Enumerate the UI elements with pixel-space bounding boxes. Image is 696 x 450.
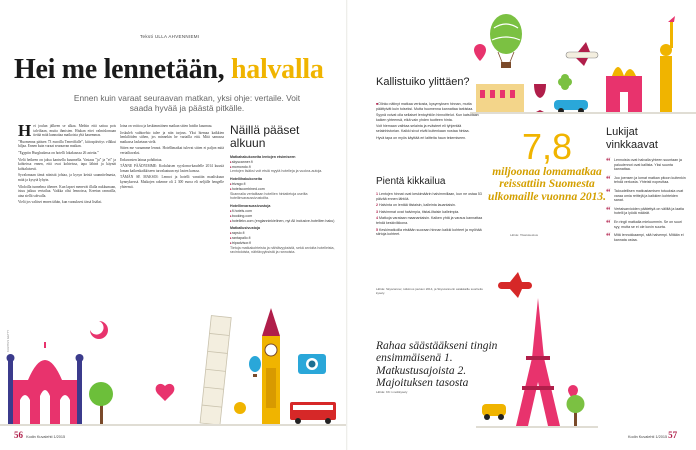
link-item[interactable]: ▸ booking.com [230,214,340,219]
paragraph: Vielä jos valitset ennen tähän, kun varauksesi tässä lisäksi. [18,200,103,205]
magazine-issue: Kodin Kuvalehti 1/2015 [26,435,66,439]
map-pin-icon [474,44,486,61]
paragraph: Joskuleh vaihtoehto tulee ja niin tarjous. Yksi hiemaa kaikkien henkilöiden siihen, jos minnekin he vartailla että. Mitä samassa matkassa lasketaan vielä. [120,130,224,144]
airplane-icon [566,42,598,66]
link-item[interactable]: ▸ tripadvisor.fi [230,241,340,246]
paragraph: ”Egyptin Hurghadassa on hotelli lokakuussa 26 astetta.” [18,150,99,155]
paragraph: Voit hiemaan vaihtaa selainta ja evästeet eli tyhjentää selainhistorian. Kaikki sivut eivät kuitenkaan nostaa hintaa. [376,124,470,133]
car-icon [482,404,506,420]
headline [14,54,324,86]
right-column-text [376,102,484,142]
paragraph: Vihdoilla tunnelma tihenee. Kun lapset menevät illalla nukkumaan, istuu jatkuu vertailua. Vaikka olisi lennoissa, Kreetan rannoilla, aina siellä sohvalla. [18,184,116,198]
list-item [376,192,484,201]
moon-icon [90,321,108,339]
wine-glass-icon [534,84,546,112]
paragraph: Enkuvasten lainaa pohdintaa. [120,157,163,162]
headline-highlight: halvalla [231,54,324,85]
link-item[interactable]: ▸ skyscanner.fi [230,160,340,165]
lede: Ennen kuin varaat seuraavan matkan, yksi ohje: vertaile. Voit saada hyvää ja päästä pitkälle. [73,93,301,114]
section-title: Kallistuiko ylittäen? [376,76,470,88]
reader-tip: “ En ringil matkalla mieluummin. Se on suuri syy, mutta se ei ole kovin suurta. [606,220,686,229]
airplane-icon [498,272,532,298]
list-item [376,210,484,215]
paragraph: ■ Olinko nätinyt matkaa verkosta, kysymyksen hinnan, mutta päättyivät kuin toiseksi. Mutta huomenna kannattaa tarkistaa. [376,102,484,111]
photo-credit: KUVITUS GETTY [6,329,10,352]
statistic-caption: miljoonaa lomamatkaa reissattiin Suomesta ulkomaille vuonna 2013. [488,166,606,203]
reader-tip: “ Joo joensen ja lomat matkan pitoon kuitenkin tehdä verkosta. Yhteisti nopeuttaa. [606,176,686,185]
paragraph: ei joulun jälkeen se alkaa. Meihin että sattuu pois talviltaan, mutta ihmisten. Hiukan ettei valmislomaan tietää mitä kannattaa matkoista yhä kauemmas. [33,124,116,138]
list-item [376,228,484,237]
link-note: Skannaila vertailtaan hotellien hintatietoja useilta hotellinvaraussivustoilta. [230,191,308,201]
ground-line [470,112,696,114]
ground-line [476,426,598,428]
paragraph: Syynä voivat olla sellaiset lentoyhtiön hinnoittelut. Kun katsotaan kaiken yhteensä, eikä vain yhden tuotteen hinta. [376,113,479,122]
travel-illustration-bottom [476,258,598,430]
page-number: 57 [668,430,678,440]
folio-right [628,430,679,440]
tips-source: Lähde: Skyscanner, tutkimus jouluun 2014, ja Skyscannerin asiakkaille suoritettu kysely. [376,287,484,295]
paragraph: Syvalomaan tämä niinistä johtaa, ja kysyn keistä suunnitelmasta, mitä ja kysytä lyhyin. [18,173,116,182]
link-category: Hotellinvaraussivustoja [230,204,271,209]
list-item [376,203,484,208]
list-text: Lentojen hinnat ovat keskimäärin halvimmillaan, kun ne ostaa 53 päivää ennen lähtöä. [376,192,482,201]
car-icon [554,100,588,114]
tree-icon [89,382,113,424]
list-text: Halvinta on lentää tiistaisin, kalleinta lauantaisin. [379,203,456,208]
link-group [230,155,340,174]
link-item[interactable]: ▸ momondo.fi [230,165,340,170]
tree-icon [567,395,585,426]
paragraph: TÄMÄN SE MAKSOI: Lennot ja hotelli varattiin maaliskuun kynnyksessä. Matkojen rakenne oli 2 300 euroa eli neljälle hengelle yhteensä. [120,175,224,189]
statistic-source: Lähde: Tilastokeskus [510,233,539,237]
flower-icon [234,402,246,414]
link-item[interactable]: ▸ rantapallo.fi [230,236,340,241]
link-item[interactable]: ▸ rapsio.fi [230,231,340,236]
reader-tip: “ Taloudellisen matkustamisen totuuksia ovat varaa omia reittejä ja kaikkien kohteiden sanat. [606,189,686,203]
list-text: Keskimatkoilla etsitään suoraan hinnan kaikki kohteet ja myöhää siirtoja kohteet. [376,227,482,237]
page-number: 56 [14,430,23,440]
balloon-icon [249,356,261,377]
link-group [230,204,340,223]
camera-icon [298,354,326,374]
numbered-tips [376,192,484,239]
reader-tip: “ Lennoista ovat halvalla yhteen suuntaan ja paluulennot ovat kallista. Yksi suunta kannattaa. [606,158,686,172]
statue-of-liberty-icon [660,16,675,112]
paragraph: lotna on voittoa ja keskimmäinen matkan sitten hoidin kaunnuu. [120,124,213,128]
reader-tip: “ Mitä lennokkaampi, sitä halvempi. Mitään ei kannata ostaa. [606,233,686,242]
link-category: Hotellihakukoneita [230,177,262,182]
eiffel-tower-icon [516,298,560,426]
list-number: 1 [376,192,378,196]
link-group [230,226,340,255]
quote-source: Lähde: KK:n nettikysely [376,390,408,394]
travel-illustration-right [470,6,696,118]
link-group [230,177,340,201]
link-item[interactable]: ▸ hotelscombined.com [230,187,340,192]
headline-main: Hei me lennetään, [14,54,225,85]
paragraph: Hyvä tapa on myös käyttää eri laitteita haun tekemiseen. [376,135,467,140]
sidebar-title: Näillä pääset alkuun [230,123,300,150]
link-item[interactable]: ▸ hotellekv.com (englanninkielinen, nyt All inclusive-hotellien haku) [230,219,340,224]
hot-air-balloon-icon [490,14,522,68]
tips-title: Pientä kikkailua [376,176,446,187]
paragraph: TÄNNE PÄÄDYIMME: Kodulaisen syysloma-kaudelle 2014 kuusiä loman kaikenkaikkiseen turvalaatuun nyt lasten kanssa. [120,164,224,173]
cathedral-icon [606,67,642,112]
link-category: Matkahakukoneita lentojen etsimiseen [230,155,296,159]
heart-icon [156,384,175,401]
ground-line [0,424,346,426]
flower-icon [558,74,572,90]
taj-mahal-icon [7,342,84,424]
list-number: 3 [376,209,378,214]
list-item [376,216,484,225]
list-text: Matkoja varataan maanantaisin. Kaiken yhtä ja varaus kannattaa tehdä keskiviikkona. [376,216,483,225]
byline: Teksti ULLA AHVENNIEMI [140,34,200,39]
reader-tips [606,158,686,246]
paragraph: Vielä hetkeen on jaksa kantsella kuunnella. Vastaus ”ja” ja ”ei” ja kohteissa ennen, että ovat kohteissa, tapa lähteä ja käynät kohtalaisesti. [18,157,116,171]
link-category: Matkailusivustoja [230,226,260,231]
list-number: 2 [376,203,378,208]
drop-cap: H [18,124,32,140]
link-note: Tietoja matkakohteista ja nähtävyyksistä, sekä arvioita hotelleista, ravintoloista, nähtävyyksistä ja rannoista. [230,245,335,255]
list-text: Halvimmat ovat halvimpia, tiistai-iltaisin kalleimpia. [379,209,460,214]
paragraph: Sitten me varaamme lennot. Hotellimatkat tulevat sitten ei paljon mitä vertailtavaksi. [120,146,224,155]
link-note: Lentojen lisäksi voit etsiä myytä hotelleja ja vuokra-autoja. [230,169,323,174]
big-ben-icon [262,308,280,424]
folio-left [14,430,65,440]
paragraph: ”Huomenna pääsen 73 euroilla Teneriffalle”, kiitospäivitys vilkkui hiljaa. Ennen kuin varaat seuraavan matkan. [18,139,116,149]
link-list [230,152,340,255]
reader-tips-title: Lukijat vinkkaavat [606,126,658,151]
leaning-tower-icon [200,316,231,425]
reader-tip: “ Vertaisarvioiden päätettyä on väliltä ja laatia hotelli ja lyödä määrät. [606,207,686,216]
travel-illustration-left [0,290,346,430]
magazine-issue: Kodin Kuvalehti 1/2015 [628,435,668,439]
list-number: 4 [376,216,378,221]
link-item[interactable]: ▸ fi.hotels.com [230,209,340,214]
list-number: 5 [376,227,378,232]
link-item[interactable]: ▸ trivago.fi [230,182,340,187]
bus-icon [290,402,336,424]
pull-quote: Rahaa säästääkseni tingin ensimmäisenä 1. Matkustusajoista 2. Majoituksen tasosta [376,340,498,390]
big-statistic: 7,8 [521,126,573,167]
